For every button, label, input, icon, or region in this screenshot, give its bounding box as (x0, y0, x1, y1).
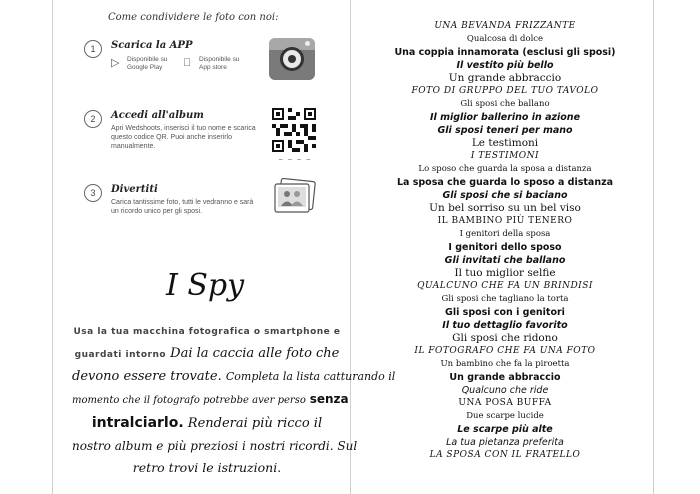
ispy-line: Completa la lista catturando il (225, 370, 396, 383)
ispy-line: Usa la tua macchina fotografica o smartphone e (73, 327, 341, 337)
checklist-item: Gli sposi che si baciano (442, 190, 568, 201)
play-store-icon: ▷ (111, 57, 120, 69)
album-code: — — — — (278, 156, 312, 163)
checklist-item: UNA BEVANDA FRIZZANTE (434, 21, 576, 31)
ispy-line: senza (309, 392, 349, 406)
ispy-line: momento che il fotografo potrebbe aver perso (72, 395, 306, 406)
apple-icon (183, 56, 191, 70)
checklist-item: La tua pietanza preferita (446, 437, 564, 448)
step-number: 3 (84, 184, 102, 202)
checklist-item: Le testimoni (471, 137, 539, 149)
step-description: Apri Wedshoots, inserisci il tuo nome e scarica questo codice QR. Puoi anche inserirlo manualmente. (111, 125, 256, 150)
ispy-line: Dai la caccia alle foto che (170, 346, 340, 361)
checklist-item: Lo sposo che guarda la sposa a distanza (418, 164, 592, 174)
checklist-item: LA SPOSA CON IL FRATELLO (429, 450, 581, 460)
left-margin-line (52, 0, 53, 494)
checklist-item: I TESTIMONI (470, 151, 540, 161)
checklist-item: Gli sposi che ballano (460, 99, 550, 109)
checklist-item: Un grande abbraccio (449, 372, 561, 383)
ispy-line: intralciarlo. (91, 415, 184, 431)
spy-checklist (370, 20, 640, 462)
page-divider (350, 0, 351, 494)
checklist-item: Il tuo dettaglio favorito (442, 320, 568, 331)
camera-app-icon (269, 38, 315, 80)
checklist-item: Gli sposi teneri per mano (437, 125, 573, 136)
checklist-item: Gli sposi con i genitori (445, 307, 565, 318)
step-number: 1 (84, 40, 102, 58)
ispy-line: retro trovi le istruzioni. (132, 460, 282, 475)
checklist-item: QUALCUNO CHE FA UN BRINDISI (417, 281, 593, 291)
checklist-item: IL FOTOGRAFO CHE FA UNA FOTO (414, 346, 596, 356)
ispy-title: I Spy (165, 268, 245, 303)
checklist-item: Il vestito più bello (456, 60, 554, 71)
checklist-item: Qualcosa di dolce (466, 34, 544, 44)
checklist-item: Un grande abbraccio (448, 72, 562, 84)
step-title: Scarica la APP (111, 40, 193, 51)
step-number: 2 (84, 110, 102, 128)
checklist-item: Due scarpe lucide (466, 411, 544, 421)
photos-icon (272, 178, 318, 214)
checklist-item: Un bel sorriso su un bel viso (429, 202, 581, 214)
step-title: Divertiti (111, 184, 158, 195)
store-label: Disponibile su Google Play (127, 56, 168, 71)
checklist-item: Le scarpe più alte (457, 424, 553, 435)
checklist-item: La sposa che guarda lo sposo a distanza (396, 177, 614, 188)
step-title: Accedi all'album (111, 110, 204, 121)
checklist-item: I genitori dello sposo (448, 242, 562, 253)
checklist-item: Gli sposi che ridono (452, 332, 558, 344)
checklist-item: IL BAMBINO PIÙ TENERO (437, 216, 573, 226)
checklist-item: Un bambino che fa la piroetta (440, 359, 570, 369)
right-margin-line (653, 0, 654, 494)
checklist-item: I genitori della sposa (459, 229, 551, 239)
how-to-share-title: Come condividere le foto con noi: (108, 12, 279, 23)
qr-code-icon (272, 108, 316, 152)
checklist-item: Una coppia innamorata (esclusi gli sposi) (394, 47, 616, 58)
store-label: Disponibile su App store (199, 56, 240, 71)
checklist-item: UNA POSA BUFFA (458, 398, 552, 408)
step-description: Carica tantissime foto, tutti le vedranno e sarà un ricordo unico per gli sposi. (111, 199, 254, 215)
ispy-instructions (72, 320, 396, 479)
checklist-item: Il miglior ballerino in azione (429, 112, 581, 123)
checklist-item: Gli sposi che tagliano la torta (441, 294, 569, 304)
checklist-item: Gli invitati che ballano (444, 255, 566, 266)
ispy-line: guardati intorno (74, 350, 167, 360)
checklist-item: Qualcuno che ride (461, 385, 549, 396)
ispy-line: nostro album e più preziosi i nostri ricordi. Sul (72, 439, 358, 453)
ispy-line: devono essere trovate. (72, 369, 222, 384)
ispy-line: Renderai più ricco il (187, 416, 323, 431)
checklist-item: FOTO DI GRUPPO DEL TUO TAVOLO (411, 86, 599, 96)
checklist-item: Il tuo miglior selfie (454, 267, 556, 279)
